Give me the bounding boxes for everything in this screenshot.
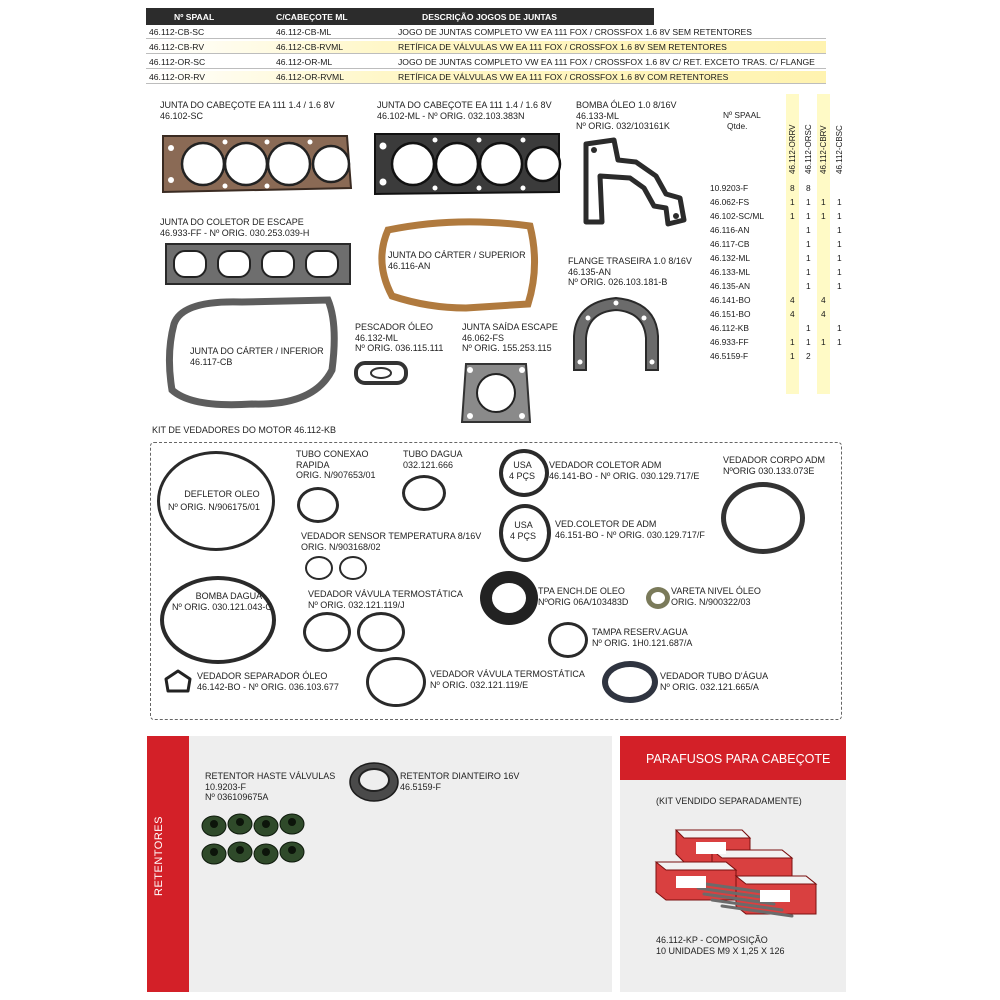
qty-value: 1 bbox=[821, 211, 826, 221]
oil-pickup-gasket-image bbox=[353, 360, 409, 386]
qty-col-header: 46.112-CBSC bbox=[835, 125, 844, 174]
seal-adm1-label: VEDADOR COLETOR ADM 46.141-BO - Nº ORIG. 030.129.717/E bbox=[549, 460, 700, 481]
qty-value: 1 bbox=[806, 281, 811, 291]
dipstick-ring bbox=[646, 587, 670, 609]
seal-adm2-label: VED.COLETOR DE ADM 46.151-BO - Nº ORIG. 030.129.717/F bbox=[555, 519, 705, 540]
qty-value: 1 bbox=[806, 267, 811, 277]
qty-value: 1 bbox=[806, 211, 811, 221]
quantity-grid bbox=[706, 94, 846, 394]
tube-water-ring bbox=[402, 475, 446, 511]
seal-temp-ring bbox=[305, 556, 333, 580]
exhaust-manifold-label: JUNTA DO COLETOR DE ESCAPE 46.933-FF - Nº ORIG. 030.253.039-H bbox=[160, 217, 310, 238]
qty-value: 1 bbox=[821, 337, 826, 347]
qty-value: 1 bbox=[821, 197, 826, 207]
qty-value: 4 bbox=[790, 295, 795, 305]
header-desc: DESCRIÇÃO JOGOS DE JUNTAS bbox=[422, 12, 557, 22]
qty-value: 8 bbox=[806, 183, 811, 193]
lower-sump-label: JUNTA DO CÁRTER / INFERIOR 46.117-CB bbox=[190, 346, 324, 367]
qty-row bbox=[706, 267, 846, 280]
head-gasket-1-label: JUNTA DO CABEÇOTE EA 111 1.4 / 1.6 8V 46.102-SC bbox=[160, 100, 335, 121]
qty-row bbox=[706, 239, 846, 252]
reservoir-ring bbox=[548, 622, 588, 658]
qty-value: 1 bbox=[837, 323, 842, 333]
parafusos-header bbox=[620, 736, 846, 780]
qty-value: 1 bbox=[837, 337, 842, 347]
rear-flange-gasket-image bbox=[566, 292, 666, 374]
retentores-tab: RETENTORES bbox=[147, 736, 189, 992]
tube-conn-label: TUBO CONEXAO RAPIDA ORIG. N/907653/01 bbox=[296, 449, 376, 480]
oil-pickup-label: PESCADOR ÓLEO 46.132-ML Nº ORIG. 036.115.111 bbox=[355, 322, 444, 353]
qty-value: 1 bbox=[790, 351, 795, 361]
water-pump-label: BOMBA DAGUA Nº ORIG. 030.121.043-C bbox=[172, 591, 272, 612]
qty-row bbox=[706, 281, 846, 294]
qty-code: 46.062-FS bbox=[710, 197, 750, 207]
seal-body-ring bbox=[721, 482, 805, 554]
qty-code: 46.132-ML bbox=[710, 253, 751, 263]
qty-value: 1 bbox=[790, 211, 795, 221]
qty-value: 8 bbox=[790, 183, 795, 193]
qty-row bbox=[706, 225, 846, 238]
qty-code: 46.141-BO bbox=[710, 295, 751, 305]
qty-code: 46.151-BO bbox=[710, 309, 751, 319]
qty-value: 1 bbox=[806, 337, 811, 347]
deflector-label: DEFLETOR OLEO Nº ORIG. N/906175/01 bbox=[168, 489, 260, 512]
table-header bbox=[146, 8, 654, 25]
qty-value: 1 bbox=[837, 281, 842, 291]
seal-water-label: VEDADOR TUBO D'ÁGUA Nº ORIG. 032.121.665/A bbox=[660, 671, 769, 692]
qty-value: 1 bbox=[837, 267, 842, 277]
oil-cap-ring bbox=[480, 571, 538, 625]
seal-thermo1-label: VEDADOR VÁVULA TERMOSTÁTICA Nº ORIG. 032.121.119/J bbox=[308, 589, 463, 610]
tube-conn-ring bbox=[297, 487, 339, 523]
qty-row bbox=[706, 253, 846, 266]
oil-pump-label: BOMBA ÓLEO 1.0 8/16V 46.133-ML Nº ORIG. 032/103161K bbox=[576, 100, 677, 131]
qty-value: 1 bbox=[837, 239, 842, 249]
upper-sump-gasket-image bbox=[368, 216, 546, 314]
exhaust-outlet-gasket-image bbox=[458, 360, 534, 426]
valve-seal-label: RETENTOR HASTE VÁLVULAS 10.9203-F Nº 036109675A bbox=[205, 771, 336, 802]
seal-body-label: VEDADOR CORPO ADM NºORIG 030.133.073E bbox=[723, 455, 826, 476]
seal-thermo1-ring bbox=[303, 612, 351, 652]
qty-code: 46.102-SC/ML bbox=[710, 211, 764, 221]
qty-code: 10.9203-F bbox=[710, 183, 749, 193]
qty-value: 4 bbox=[790, 309, 795, 319]
header-code: Nº SPAAL bbox=[174, 12, 215, 22]
qty-row bbox=[706, 309, 846, 322]
table-row: 46.112-OR-SC 46.112-OR-ML JOGO DE JUNTAS COMPLETO VW EA 111 FOX / CROSSFOX 1.6 8V C/ RET. EXCETO TRAS. C/ FLANGE bbox=[146, 56, 826, 69]
head-gasket-2-label: JUNTA DO CABEÇOTE EA 111 1.4 / 1.6 8V 46.102-ML - Nº ORIG. 032.103.383N bbox=[377, 100, 552, 121]
qty-row bbox=[706, 295, 846, 308]
seal-sep-image bbox=[162, 667, 194, 695]
qty-value: 4 bbox=[821, 309, 826, 319]
qty-value: 2 bbox=[806, 351, 811, 361]
exhaust-outlet-label: JUNTA SAÍDA ESCAPE 46.062-FS Nº ORIG. 155.253.115 bbox=[462, 322, 558, 353]
oil-pump-gasket-image bbox=[580, 136, 690, 228]
tube-water-label: TUBO DAGUA 032.121.666 bbox=[403, 449, 463, 470]
table-row: 46.112-CB-RV 46.112-CB-RVML RETÍFICA DE VÁLVULAS VW EA 111 FOX / CROSSFOX 1.6 8V SEM RETENTORES bbox=[146, 41, 826, 54]
qty-value: 1 bbox=[837, 211, 842, 221]
seal-thermo2-ring bbox=[366, 657, 426, 707]
qty-col-header: 46.112-CBRV bbox=[819, 125, 828, 174]
upper-sump-label: JUNTA DO CÁRTER / SUPERIOR 46.116-AN bbox=[388, 250, 526, 271]
qty-code: 46.133-ML bbox=[710, 267, 751, 277]
qty-value: 1 bbox=[790, 337, 795, 347]
reservoir-label: TAMPA RESERV.AGUA Nº ORIG. 1H0.121.687/A bbox=[592, 627, 693, 648]
valve-seals-image bbox=[198, 806, 310, 870]
water-pump-ring bbox=[160, 576, 276, 664]
qty-row bbox=[706, 351, 846, 364]
qty-row bbox=[706, 183, 846, 196]
qty-row bbox=[706, 323, 846, 336]
qty-code: 46.112-KB bbox=[710, 323, 749, 333]
qty-col-header: 46.112-ORSC bbox=[804, 124, 813, 174]
qty-value: 1 bbox=[806, 239, 811, 249]
qty-code: 46.5159-F bbox=[710, 351, 749, 361]
head-gasket-1-image bbox=[155, 128, 355, 198]
qty-value: 1 bbox=[837, 225, 842, 235]
seal-thermo1-ring bbox=[357, 612, 405, 652]
qty-value: 1 bbox=[837, 253, 842, 263]
header-ml: C/CABEÇOTE ML bbox=[276, 12, 348, 22]
qty-value: 4 bbox=[821, 295, 826, 305]
qty-value: 1 bbox=[790, 197, 795, 207]
qty-value: 1 bbox=[806, 197, 811, 207]
exhaust-manifold-gasket-image bbox=[160, 238, 355, 290]
qty-code: 46.117-CB bbox=[710, 239, 750, 249]
qty-value: 1 bbox=[806, 225, 811, 235]
qty-code: 46.933-FF bbox=[710, 337, 749, 347]
parafusos-title: PARAFUSOS PARA CABEÇOTE bbox=[646, 752, 831, 766]
qty-row bbox=[706, 197, 846, 210]
bolt-kit-boxes-image bbox=[652, 826, 822, 922]
seal-temp-ring bbox=[339, 556, 367, 580]
qty-row bbox=[706, 337, 846, 350]
seal-temp-label: VEDADOR SENSOR TEMPERATURA 8/16V ORIG. N/903168/02 bbox=[301, 531, 482, 552]
qty-title: Nº SPAAL Qtde. bbox=[723, 110, 761, 131]
qty-value: 1 bbox=[806, 323, 811, 333]
parafusos-note: (KIT VENDIDO SEPARADAMENTE) bbox=[656, 796, 802, 806]
qty-col-header: 46.112-ORRV bbox=[788, 124, 797, 174]
usa2-label: USA 4 PÇS bbox=[510, 520, 537, 541]
seal-sep-label: VEDADOR SEPARADOR ÓLEO 46.142-BO - Nº ORIG. 036.103.677 bbox=[197, 671, 339, 692]
front-seal-label: RETENTOR DIANTEIRO 16V 46.5159-F bbox=[400, 771, 520, 792]
rear-flange-label: FLANGE TRASEIRA 1.0 8/16V 46.135-AN Nº ORIG. 026.103.181-B bbox=[568, 256, 692, 287]
qty-row bbox=[706, 211, 846, 224]
oil-cap-label: TPA ENCH.DE OLEO NºORIG 06A/103483D bbox=[538, 586, 629, 607]
lower-sump-gasket-image bbox=[162, 294, 342, 414]
front-seal-image bbox=[348, 761, 400, 803]
qty-value: 1 bbox=[806, 253, 811, 263]
seal-water-ring bbox=[602, 661, 658, 703]
usa1-label: USA 4 PÇS bbox=[509, 460, 536, 481]
kit-title: KIT DE VEDADORES DO MOTOR 46.112-KB bbox=[152, 425, 337, 435]
qty-code: 46.116-AN bbox=[710, 225, 750, 235]
qty-code: 46.135-AN bbox=[710, 281, 751, 291]
head-gasket-2-image bbox=[369, 128, 564, 200]
parafusos-desc: 46.112-KP - COMPOSIÇÃO 10 UNIDADES M9 X 1,25 X 126 bbox=[656, 935, 785, 956]
dipstick-label: VARETA NIVEL ÓLEO ORIG. N/900322/03 bbox=[671, 586, 761, 607]
table-row: 46.112-OR-RV 46.112-OR-RVML RETÍFICA DE VÁLVULAS VW EA 111 FOX / CROSSFOX 1.6 8V COM RETENTORES bbox=[146, 71, 826, 84]
seal-thermo2-label: VEDADOR VÁVULA TERMOSTÁTICA Nº ORIG. 032.121.119/E bbox=[430, 669, 585, 690]
table-row: 46.112-CB-SC 46.112-CB-ML JOGO DE JUNTAS COMPLETO VW EA 111 FOX / CROSSFOX 1.6 8V SEM RETENTORES bbox=[146, 26, 826, 39]
qty-value: 1 bbox=[837, 197, 842, 207]
